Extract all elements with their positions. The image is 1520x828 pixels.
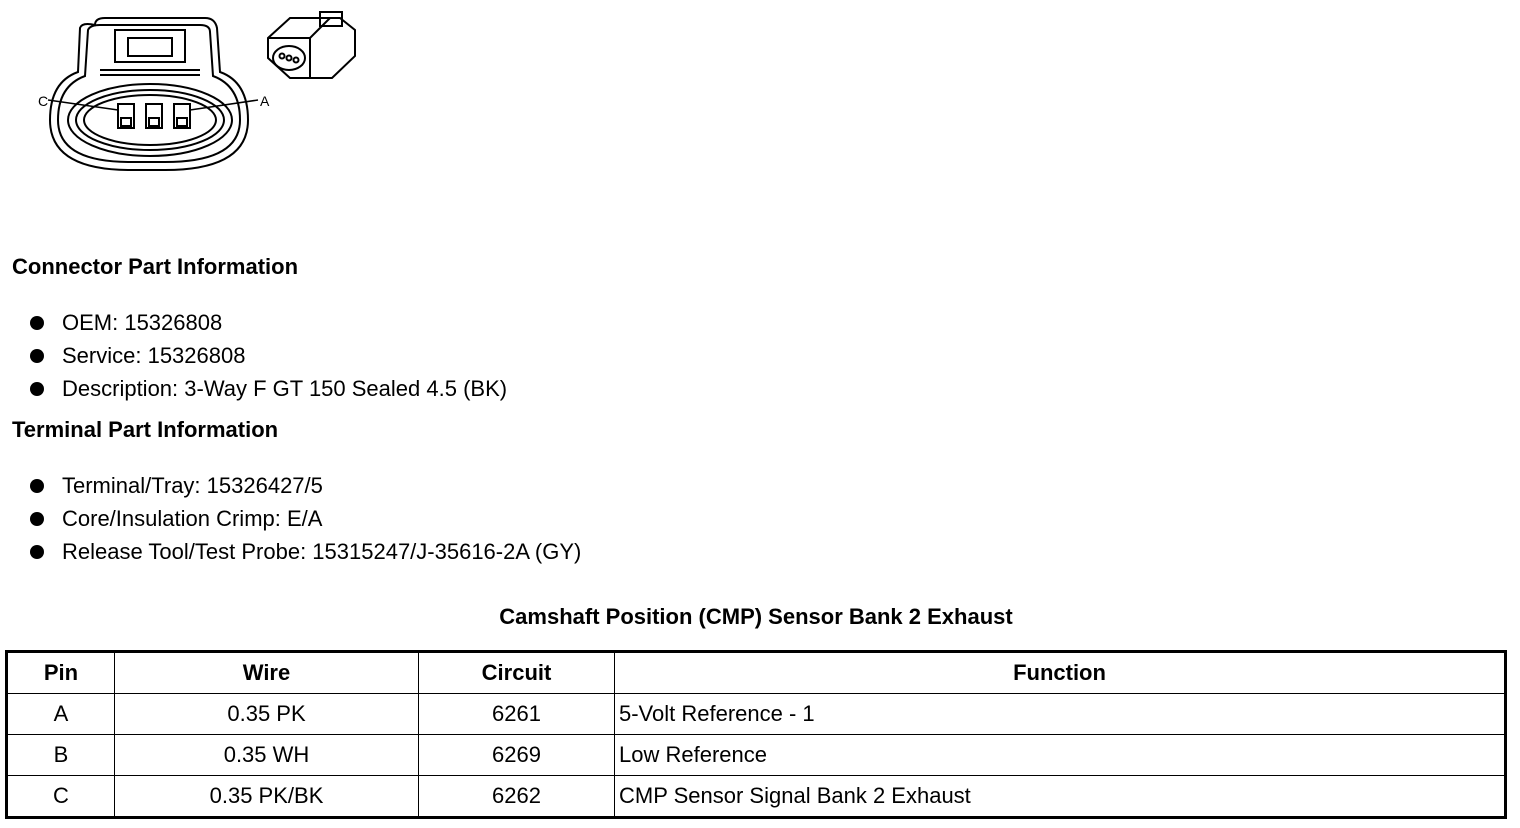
table-row (7, 694, 1506, 735)
column-header-circuit: Circuit (419, 652, 615, 694)
pin-cell: A (7, 694, 115, 735)
circuit-cell: 6269 (419, 735, 615, 776)
table-row (7, 776, 1506, 818)
connector-info-list (30, 306, 507, 405)
list-item: Core/Insulation Crimp: E/A (30, 502, 581, 535)
connector-housing (50, 18, 248, 170)
terminal-info-heading: Terminal Part Information (12, 417, 279, 442)
pin-label-a: A (260, 93, 270, 109)
pin-cell: C (7, 776, 115, 818)
function-cell: Low Reference (615, 735, 1506, 776)
pin-label-c: C (38, 93, 49, 109)
pin-cavity-b (146, 104, 162, 128)
circuit-cell: 6261 (419, 694, 615, 735)
table-row (7, 735, 1506, 776)
terminal-info-list (30, 469, 581, 568)
list-item: Terminal/Tray: 15326427/5 (30, 469, 581, 502)
pin-cell: B (7, 735, 115, 776)
bullet-icon (30, 382, 44, 396)
bullet-icon (30, 316, 44, 330)
function-cell: CMP Sensor Signal Bank 2 Exhaust (615, 776, 1506, 818)
bullet-icon (30, 512, 44, 526)
column-header-wire: Wire (115, 652, 419, 694)
pin-cavity-c (118, 104, 134, 128)
pin-table (5, 650, 1507, 819)
list-item: OEM: 15326808 (30, 306, 507, 339)
connector-thumbnail (268, 12, 355, 78)
list-item: Release Tool/Test Probe: 15315247/J-35616-2A (GY) (30, 535, 581, 568)
list-item: Service: 15326808 (30, 339, 507, 372)
list-item: Description: 3-Way F GT 150 Sealed 4.5 (BK) (30, 372, 507, 405)
column-header-function: Function (615, 652, 1506, 694)
connector-info-heading: Connector Part Information (12, 254, 299, 279)
wire-cell: 0.35 WH (115, 735, 419, 776)
circuit-cell: 6262 (419, 776, 615, 818)
column-header-pin: Pin (7, 652, 115, 694)
wire-cell: 0.35 PK (115, 694, 419, 735)
table-header-row (7, 652, 1506, 694)
pin-table-title: Camshaft Position (CMP) Sensor Bank 2 Exhaust (499, 604, 1013, 629)
bullet-icon (30, 479, 44, 493)
function-cell: 5-Volt Reference - 1 (615, 694, 1506, 735)
wire-cell: 0.35 PK/BK (115, 776, 419, 818)
bullet-icon (30, 349, 44, 363)
pin-cavity-a (174, 104, 190, 128)
bullet-icon (30, 545, 44, 559)
connector-diagram (20, 0, 380, 190)
